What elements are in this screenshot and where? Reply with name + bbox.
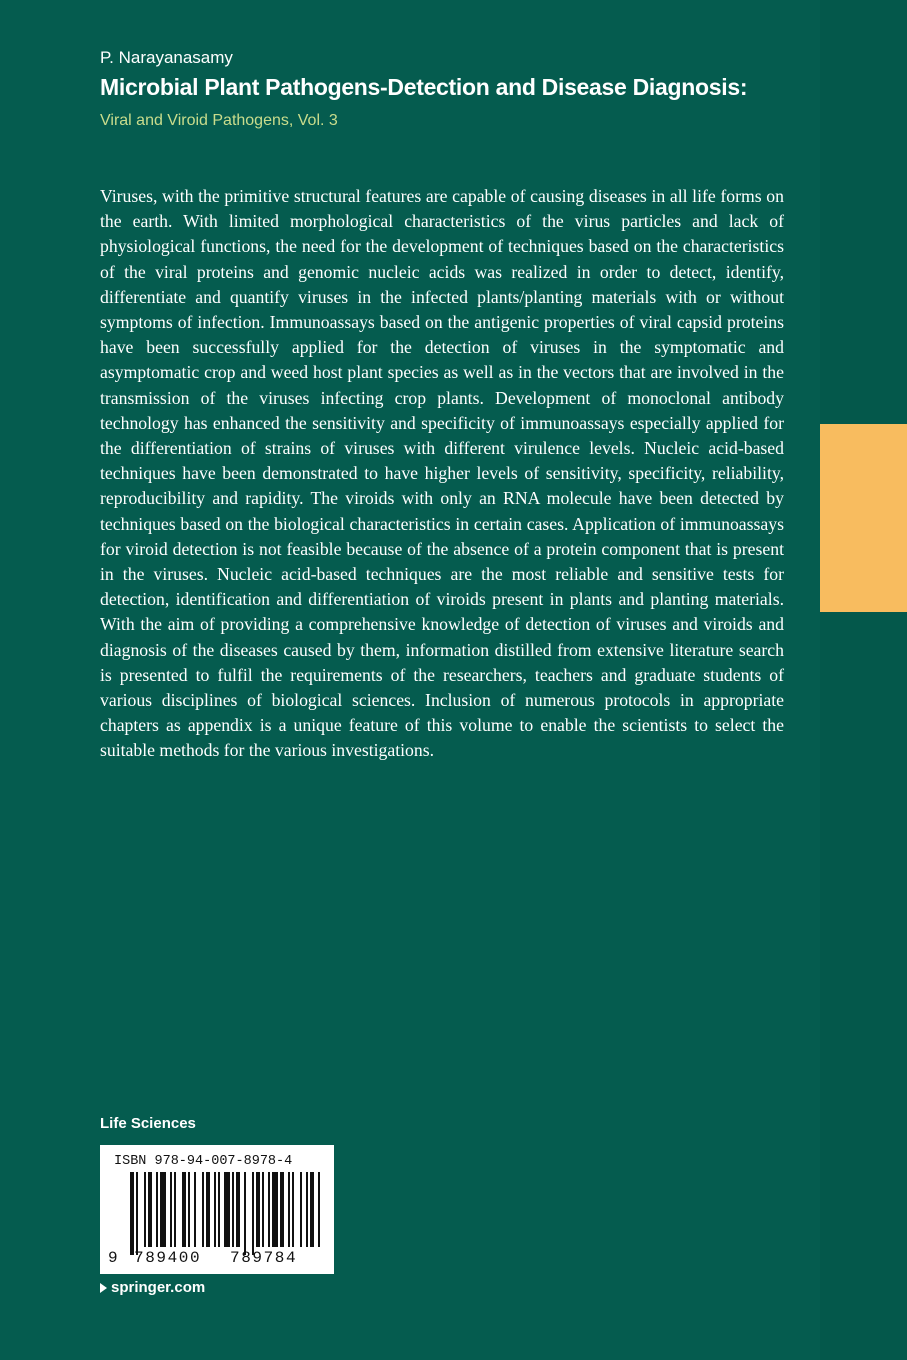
play-arrow-icon	[100, 1283, 107, 1293]
barcode-bar	[252, 1172, 254, 1255]
barcode-bar	[194, 1172, 196, 1247]
barcode-bar	[214, 1172, 216, 1247]
isbn-label: ISBN 978-94-007-8978-4	[114, 1154, 293, 1169]
author-name: P. Narayanasamy	[100, 48, 233, 67]
barcode-bar	[182, 1172, 186, 1247]
subject-category: Life Sciences	[100, 1115, 196, 1132]
barcode-bar	[206, 1172, 210, 1247]
barcode-bar	[262, 1172, 264, 1247]
barcode-bar	[188, 1172, 190, 1247]
barcode-bar	[306, 1172, 308, 1247]
barcode-bar	[256, 1172, 260, 1247]
barcode-bar	[280, 1172, 284, 1247]
barcode-left-digits: 789400	[134, 1249, 202, 1267]
barcode-bar	[310, 1172, 314, 1247]
publisher-link[interactable]	[100, 1279, 205, 1296]
barcode-bar	[148, 1172, 152, 1247]
barcode-bar	[136, 1172, 138, 1255]
publisher-link-text: springer.com	[111, 1279, 206, 1296]
isbn-barcode	[100, 1145, 334, 1274]
barcode-bar	[224, 1172, 230, 1247]
book-subtitle: Viral and Viroid Pathogens, Vol. 3	[100, 112, 338, 129]
book-description: Viruses, with the primitive structural features are capable of causing diseases in all life forms on the earth. With limited morphological characteristics of the virus particles and lack of physiological functions, the need for the development of techniques based on the characteristics of the viral proteins and genomic nucleic acids was realized in order to detect, identify, differentiate and quantify viruses in the infected plants/planting materials with or without symptoms of infection. Immunoassays based on the antigenic properties of viral capsid proteins have been successfully applied for the detection of viruses in the symptomatic and asymptomatic crop and weed host plant species as well as in the vectors that are involved in the transmission of the viruses infecting crop plants. Development of monoclonal antibody technology has enhanced the sensitivity and specificity of immunoassays especially applied for the differentiation of strains of viruses with different virulence levels. Nucleic acid-based techniques have been demonstrated to have higher levels of sensitivity, specificity, reliability, reproducibility and rapidity. The viroids with only an RNA molecule have been detected by techniques based on the biological characteristics in certain cases. Application of immunoassays for viroid detection is not feasible because of the absence of a protein component that is present in the viruses. Nucleic acid-based techniques are the most reliable and sensitive tests for detection, identification and differentiation of viroids present in plants and planting materials. With the aim of providing a comprehensive knowledge of detection of viruses and viroids and diagnosis of the diseases caused by them, information distilled from extensive literature search is presented to fulfil the requirements of the researchers, teachers and graduate students of various disciplines of biological sciences. Inclusion of numerous protocols in appropriate chapters as appendix is a unique feature of this volume to enable the scientists to select the suitable methods for the various investigations.	[100, 186, 784, 761]
barcode-bar	[174, 1172, 176, 1247]
spine-shade	[820, 0, 907, 1360]
accent-tab	[820, 424, 907, 612]
barcode-bar	[268, 1172, 270, 1247]
barcode-first-digit: 9	[108, 1249, 118, 1267]
barcode-bar	[300, 1172, 302, 1247]
barcode-bar	[288, 1172, 290, 1247]
barcode-bar	[144, 1172, 146, 1247]
barcode-right-digits: 789784	[230, 1249, 298, 1267]
barcode-bar	[318, 1172, 320, 1247]
barcode-digits	[100, 1249, 334, 1269]
barcode-bar	[232, 1172, 234, 1247]
barcode-bar	[292, 1172, 294, 1247]
barcode-bar	[170, 1172, 172, 1247]
barcode-bar	[244, 1172, 246, 1255]
barcode-bar	[130, 1172, 134, 1255]
barcode-bar	[202, 1172, 204, 1247]
barcode-bar	[236, 1172, 240, 1247]
barcode-bar	[156, 1172, 158, 1247]
barcode-bar	[272, 1172, 278, 1247]
barcode-bar	[160, 1172, 166, 1247]
barcode-bar	[218, 1172, 220, 1247]
book-title: Microbial Plant Pathogens-Detection and Disease Diagnosis:	[100, 74, 748, 100]
